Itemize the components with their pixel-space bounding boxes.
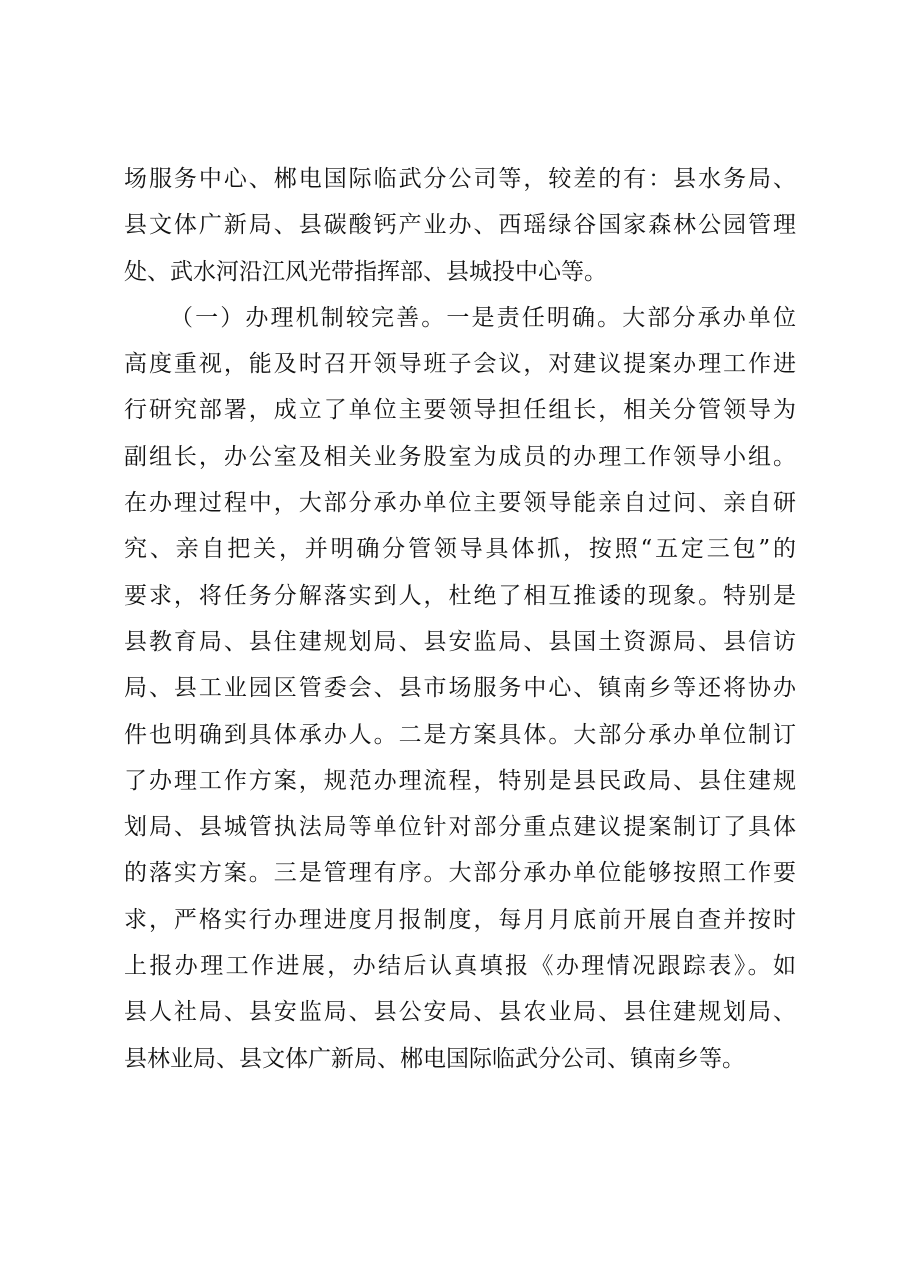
text-line: 究、亲自把关，并明确分管领导具体抓，按照“五定三包”的 bbox=[124, 536, 796, 563]
text-line: 划局、县城管执法局等单位针对部分重点建议提案制订了具体 bbox=[124, 814, 796, 841]
text-line: 县文体广新局、县碳酸钙产业办、西瑶绿谷国家森林公园管理 bbox=[124, 212, 796, 239]
text-line: 副组长，办公室及相关业务股室为成员的办理工作领导小组。 bbox=[124, 443, 796, 470]
body-text bbox=[124, 156, 796, 1082]
paragraph-heading-line: （一）办理机制较完善。一是责任明确。大部分承办单位 bbox=[170, 304, 796, 331]
text-line: 在办理过程中，大部分承办单位主要领导能亲自过问、亲自研 bbox=[124, 490, 796, 517]
text-line: 件也明确到具体承办人。二是方案具体。大部分承办单位制订 bbox=[124, 721, 796, 748]
text-line: 高度重视，能及时召开领导班子会议，对建议提案办理工作进 bbox=[124, 351, 796, 378]
text-line: 求，严格实行办理进度月报制度，每月月底前开展自查并按时 bbox=[124, 906, 796, 933]
text-line: 局、县工业园区管委会、县市场服务中心、镇南乡等还将协办 bbox=[124, 675, 796, 702]
text-line: 县林业局、县文体广新局、郴电国际临武分公司、镇南乡等。 bbox=[124, 1045, 745, 1072]
text-line: 县人社局、县安监局、县公安局、县农业局、县住建规划局、 bbox=[124, 999, 796, 1026]
text-line: 上报办理工作进展，办结后认真填报《办理情况跟踪表》。如 bbox=[124, 953, 796, 980]
text-line: 了办理工作方案，规范办理流程，特别是县民政局、县住建规 bbox=[124, 767, 796, 794]
text-line: 处、武水河沿江风光带指挥部、县城投中心等。 bbox=[124, 258, 607, 285]
text-line: 的落实方案。三是管理有序。大部分承办单位能够按照工作要 bbox=[124, 860, 796, 887]
text-line: 县教育局、县住建规划局、县安监局、县国土资源局、县信访 bbox=[124, 628, 796, 655]
text-line: 场服务中心、郴电国际临武分公司等，较差的有：县水务局、 bbox=[124, 166, 796, 192]
text-line: 行研究部署，成立了单位主要领导担任组长，相关分管领导为 bbox=[124, 397, 796, 424]
text-line: 要求，将任务分解落实到人，杜绝了相互推诿的现象。特别是 bbox=[124, 582, 796, 609]
